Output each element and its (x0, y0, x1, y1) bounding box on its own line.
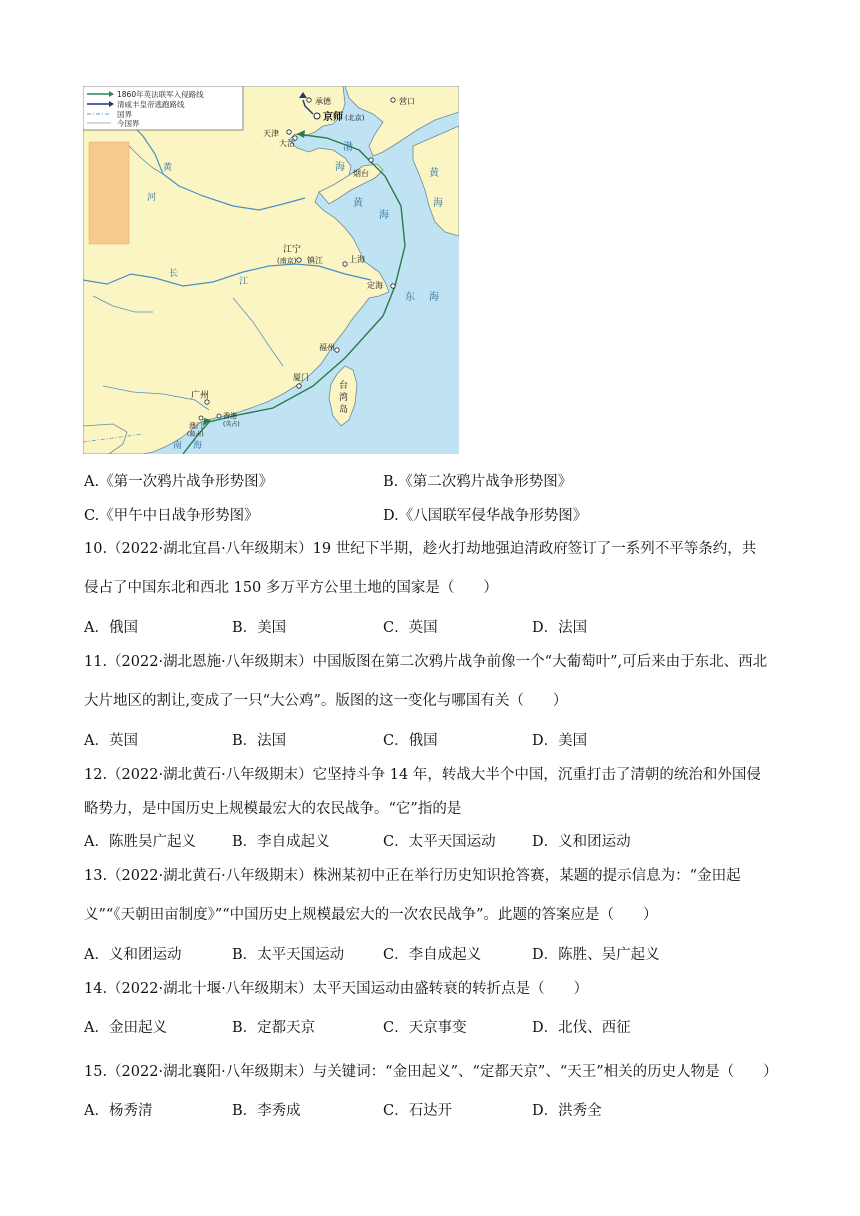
label-taiwan-3: 岛 (339, 405, 349, 415)
label-bohai-2: 海 (335, 162, 345, 173)
q14-stem-line1: 14.（2022·湖北十堰·八年级期末）太平天国运动由盛转衰的转折点是（ ） (84, 981, 589, 997)
q14-option-a: A．金田起义 (84, 1020, 167, 1036)
q9-option-c: C.《甲午中日战争形势图》 (84, 508, 259, 524)
label-sea-huang: 黄 (429, 168, 439, 179)
city-dot-yingkou (391, 98, 395, 102)
q11-option-c: C．俄国 (383, 733, 438, 749)
label-xianggang-sub: (英占) (223, 421, 240, 428)
label-river-jiang: 江 (239, 277, 249, 287)
q15-option-b: B．李秀成 (232, 1103, 301, 1119)
q12-option-d: D．义和团运动 (532, 834, 631, 850)
label-yingkou: 营口 (399, 97, 415, 106)
q13-stem-line1: 13.（2022·湖北黄石·八年级期末）株洲某初中正在举行历史知识抢答赛，某题的提示信息为：“金田起 (84, 868, 741, 884)
q10-option-c: C．英国 (383, 620, 438, 636)
legend-label-today-border: 今国界 (117, 119, 140, 128)
city-dot-tianjin (287, 130, 291, 134)
q10-stem-line2: 侵占了中国东北和西北 150 多万平方公里土地的国家是（ ） (84, 580, 498, 596)
q13-option-a: A．义和团运动 (84, 947, 182, 963)
label-sea-hai: 海 (433, 198, 443, 209)
label-dinghai: 定海 (367, 281, 383, 290)
label-eastsea-1: 东 (405, 292, 415, 303)
label-fuzhou: 福州 (319, 343, 335, 352)
q10-option-b: B．美国 (232, 620, 287, 636)
label-river-chang: 长 (169, 269, 179, 279)
label-taiwan-2: 湾 (339, 393, 349, 403)
label-dagu: 大沽 (279, 139, 295, 148)
city-dot-fuzhou (335, 348, 339, 352)
q12-option-b: B．李自成起义 (232, 834, 330, 850)
legend-label-invasion: 1860年英法联军入侵路线 (117, 90, 204, 99)
q13-option-c: C．李自成起义 (383, 947, 482, 963)
legend-label-border: 国界 (117, 110, 132, 119)
q9-option-d: D.《八国联军侵华战争形势图》 (383, 508, 588, 524)
label-jiangning: 江宁 (283, 245, 302, 255)
q13-option-d: D．陈胜、吴广起义 (532, 947, 660, 963)
label-aomen: 澳门 (189, 422, 203, 430)
label-zhenjiang: 镇江 (307, 256, 323, 265)
q12-option-c: C．太平天国运动 (383, 834, 496, 850)
label-beijing: (北京) (345, 114, 365, 122)
q12-stem-line1: 12.（2022·湖北黄石·八年级期末）它坚持斗争 14 年，转战大半个中国，沉重打击了清朝的统治和外国侵 (84, 767, 761, 783)
label-shanghai: 上海 (349, 255, 365, 264)
label-xiamen: 厦门 (293, 373, 309, 382)
q9-option-b: B.《第二次鸦片战争形势图》 (383, 474, 573, 490)
q15-option-a: A．杨秀清 (84, 1103, 153, 1119)
label-yantai: 烟台 (353, 169, 369, 178)
city-dot-jingshi (314, 113, 320, 119)
city-dot-aomen (199, 416, 203, 420)
q15-option-c: C．石达开 (383, 1103, 453, 1119)
label-bohai-1: 渤 (343, 142, 353, 153)
label-river-huang: 黄 (163, 163, 173, 173)
city-dot-xianggang (217, 414, 221, 418)
q14-option-d: D．北伐、西征 (532, 1020, 631, 1036)
label-eastsea-2: 海 (429, 292, 439, 303)
history-map (83, 86, 459, 454)
q9-option-a: A.《第一次鸦片战争形势图》 (84, 474, 274, 490)
city-dot-dinghai (391, 284, 395, 288)
label-yellowsea-1: 黄 (353, 198, 363, 209)
label-tianjin: 天津 (263, 129, 279, 138)
q11-option-d: D．美国 (532, 733, 588, 749)
legend-label-flee: 清咸丰皇帝逃跑路线 (117, 100, 185, 109)
q11-stem-line2: 大片地区的割让,变成了一只“大公鸡”。版图的这一变化与哪国有关（ ） (84, 693, 568, 709)
label-chengde: 承德 (315, 97, 331, 106)
q12-option-a: A．陈胜吴广起义 (84, 834, 196, 850)
q13-option-b: B．太平天国运动 (232, 947, 345, 963)
label-yellowsea-2: 海 (379, 210, 389, 221)
q11-stem-line1: 11.（2022·湖北恩施·八年级期末）中国版图在第二次鸦片战争前像一个“大葡萄叶”,可后来由于东北、西北 (84, 654, 768, 670)
q12-stem-line2: 略势力，是中国历史上规模最宏大的农民战争。“它”指的是 (84, 801, 462, 817)
label-nanjing: (南京) (277, 257, 297, 265)
city-dot-chengde (307, 98, 311, 102)
q13-stem-line2: 义”“《天朝田亩制度》”“中国历史上规模最宏大的一次农民战争”。此题的答案应是（ ） (84, 907, 658, 923)
q11-option-b: B．法国 (232, 733, 287, 749)
city-dot-yantai (369, 158, 373, 162)
city-dot-jiangning (297, 258, 301, 262)
label-aomen-sub: (葡占) (187, 431, 204, 438)
label-river-he: 河 (147, 193, 157, 203)
q10-option-d: D．法国 (532, 620, 588, 636)
label-jingshi: 京师 (323, 112, 343, 123)
label-xianggang: 香港 (223, 412, 237, 420)
label-southsea-1: 南 (173, 441, 183, 451)
label-taiwan-1: 台 (339, 381, 349, 391)
q14-option-b: B．定都天京 (232, 1020, 316, 1036)
q10-stem-line1: 10.（2022·湖北宜昌·八年级期末）19 世纪下半期，趁火打劫地强迫清政府签订了一系列不平等条约，共 (84, 541, 757, 557)
q14-option-c: C．天京事变 (383, 1020, 467, 1036)
q15-option-d: D．洪秀全 (532, 1103, 602, 1119)
highlight-region (89, 142, 129, 244)
city-dot-zhenjiang (343, 262, 347, 266)
map-svg (83, 86, 459, 454)
q11-option-a: A．英国 (84, 733, 138, 749)
q10-option-a: A．俄国 (84, 620, 138, 636)
city-dot-xiamen (297, 384, 301, 388)
label-guangzhou: 广州 (191, 391, 210, 401)
q15-stem-line1: 15.（2022·湖北襄阳·八年级期末）与关键词：“金田起义”、“定都天京”、“天王”相关的历史人物是（ ） (84, 1064, 778, 1080)
label-southsea-2: 海 (193, 441, 203, 451)
